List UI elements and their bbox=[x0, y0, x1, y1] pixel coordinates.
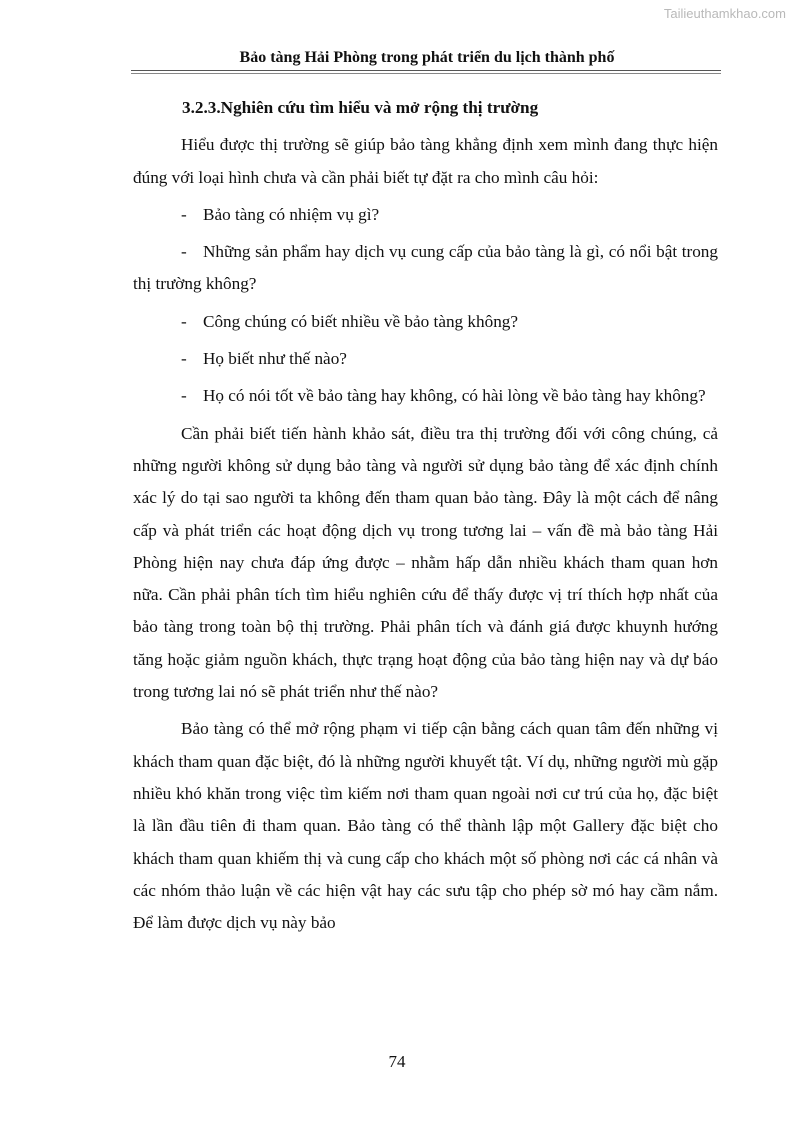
survey-paragraph: Cần phải biết tiến hành khảo sát, điều tra thị trường đối với công chúng, cả những người không sử dụng bảo tàng và người sử dụng bảo tàng để xác định chính xác lý do tại sao người ta không đến tham quan bảo tàng. Đây là một cách để nâng cấp và phát triển các hoạt động dịch vụ trong tương lai – vấn đề mà bảo tàng Hải Phòng hiện nay chưa đáp ứng được – nhằm hấp dẫn nhiều khách tham quan hơn nữa. Cần phải phân tích tìm hiểu nghiên cứu để thấy được vị trí thích hợp nhất của bảo tàng trong toàn bộ thị trường. Phải phân tích và đánh giá được khuynh hướng tăng hoặc giảm nguồn khách, thực trạng hoạt động của bảo tàng hiện nay và dự báo trong tương lai nó sẽ phát triển như thế nào? bbox=[133, 423, 718, 702]
bullet-dash: - bbox=[181, 204, 187, 224]
bullet-dash: - bbox=[181, 386, 187, 406]
page-number: 74 bbox=[388, 1052, 406, 1071]
bullet-item bbox=[133, 199, 718, 231]
header-divider-top bbox=[131, 70, 721, 71]
accessibility-paragraph: Bảo tàng có thể mở rộng phạm vi tiếp cận bằng cách quan tâm đến những vị khách tham quan đặc biệt, đó là những người khuyết tật. Ví dụ, những người mù gặp nhiều khó khăn trong việc tìm kiếm nơi tham quan ngoài nơi cư trú của họ, đặc biệt là lần đầu tiên đi tham quan. Bảo tàng có thể thành lập một Gallery đặc biệt cho khách tham quan khiếm thị và cung cấp cho khách một số phòng nơi các cá nhân và các nhóm thảo luận về các hiện vật hay các sưu tập cho phép sờ mó hay cầm nắm. Để làm được dịch vụ này bảo bbox=[133, 719, 718, 933]
bullet-dash: - bbox=[181, 242, 187, 262]
bullet-item bbox=[133, 236, 718, 301]
bullet-item bbox=[133, 306, 718, 338]
watermark-text: Tailieuthamkhao.com bbox=[663, 6, 786, 21]
bullet-text: Họ biết như thế nào? bbox=[203, 349, 347, 369]
intro-paragraph: Hiểu được thị trường sẽ giúp bảo tàng khẳng định xem mình đang thực hiện đúng với loại hình chưa và cần phải biết tự đặt ra cho mình câu hỏi: bbox=[133, 135, 718, 187]
section-heading: 3.2.3.Nghiên cứu tìm hiểu và mở rộng thị trường bbox=[182, 98, 539, 117]
bullet-text: Bảo tàng có nhiệm vụ gì? bbox=[203, 204, 380, 224]
bullet-text: Công chúng có biết nhiều về bảo tàng không? bbox=[203, 311, 519, 331]
header-divider-bottom bbox=[131, 73, 721, 74]
bullet-text: Những sản phẩm hay dịch vụ cung cấp của bảo tàng là gì, có nổi bật trong thị trường không? bbox=[133, 242, 718, 294]
bullet-dash: - bbox=[181, 349, 187, 369]
bullet-item bbox=[133, 380, 718, 412]
bullet-dash: - bbox=[181, 311, 187, 331]
bullet-text: Họ có nói tốt về bảo tàng hay không, có hài lòng về bảo tàng hay không? bbox=[203, 386, 706, 406]
page-body bbox=[133, 92, 718, 939]
running-header-title: Bảo tàng Hải Phòng trong phát triển du lịch thành phố bbox=[239, 49, 615, 66]
bullet-item bbox=[133, 343, 718, 375]
